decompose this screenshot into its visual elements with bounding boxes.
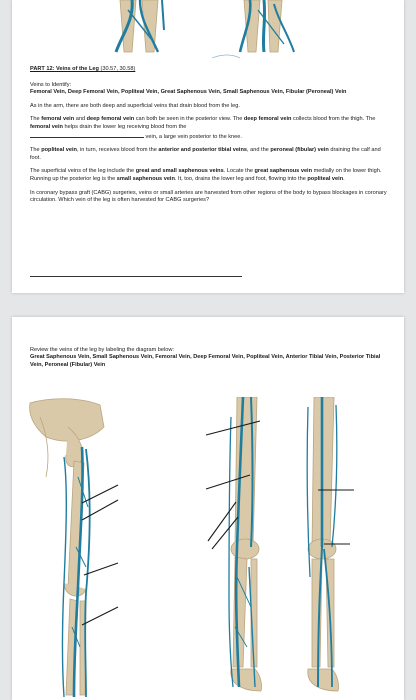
part-title: PART 12: Veins of the Leg (30.57, 30.58) <box>30 66 136 72</box>
paragraph-cabg: In coronary bypass graft (CABG) surgeries, veins or small arteries are harvested from other regions of the body to bypass blockages in coronary circulation. Which vein of the leg is often harvested for CABG surgeries? <box>30 189 387 204</box>
leg-diagram-lateral <box>20 397 140 697</box>
identify-heading: Veins to Identify: <box>30 81 72 88</box>
worksheet-page-2 <box>12 317 404 700</box>
paragraph-superficial: The superficial veins of the leg include the great and small saphenous veins. Locate the great saphenous vein medially on the lower thigh. Running up the posterior leg is the small saphenous vein. It, too, drains the lower leg and foot, flowing into the popliteal vein. <box>30 168 382 182</box>
popliteal-answer-blank[interactable] <box>30 132 144 138</box>
label-word-bank: Great Saphenous Vein, Small Saphenous Vein, Femoral Vein, Deep Femoral Vein, Popliteal Vein, Anterior Tibial Vein, Posterior Tibial Vein, Peroneal (Fibular) Vein <box>30 354 381 368</box>
paragraph-popliteal: The popliteal vein, in turn, receives blood from the anterior and posterior tibial veins, and the peroneal (fibular) vein draining the calf and foot. <box>30 147 381 161</box>
leg-diagram-anterior <box>207 397 292 697</box>
paragraph-femoral: The femoral vein and deep femoral vein can both be seen in the posterior view. The deep femoral vein collects blood from the thigh. The femoral vein helps drain the lower leg receiving blood from the vein, a large vein posterior to the knee. <box>30 116 376 140</box>
leg-diagram-posterior <box>292 397 372 697</box>
worksheet-page-1 <box>12 0 404 293</box>
leg-anatomy-illustration-top <box>12 0 404 60</box>
review-instruction: Review the veins of the leg by labeling the diagram below: <box>30 347 174 353</box>
cabg-answer-line[interactable] <box>30 276 242 277</box>
part-12-text <box>30 66 390 211</box>
part-references: (30.57, 30.58) <box>100 66 136 72</box>
identify-list: Femoral Vein, Deep Femoral Vein, Popliteal Vein, Great Saphenous Vein, Small Saphenous Vein, Fibular (Peroneal) Vein <box>30 89 347 96</box>
paragraph-arm: As in the arm, there are both deep and superficial veins that drain blood from the leg. <box>30 102 240 109</box>
review-instructions <box>30 347 390 369</box>
